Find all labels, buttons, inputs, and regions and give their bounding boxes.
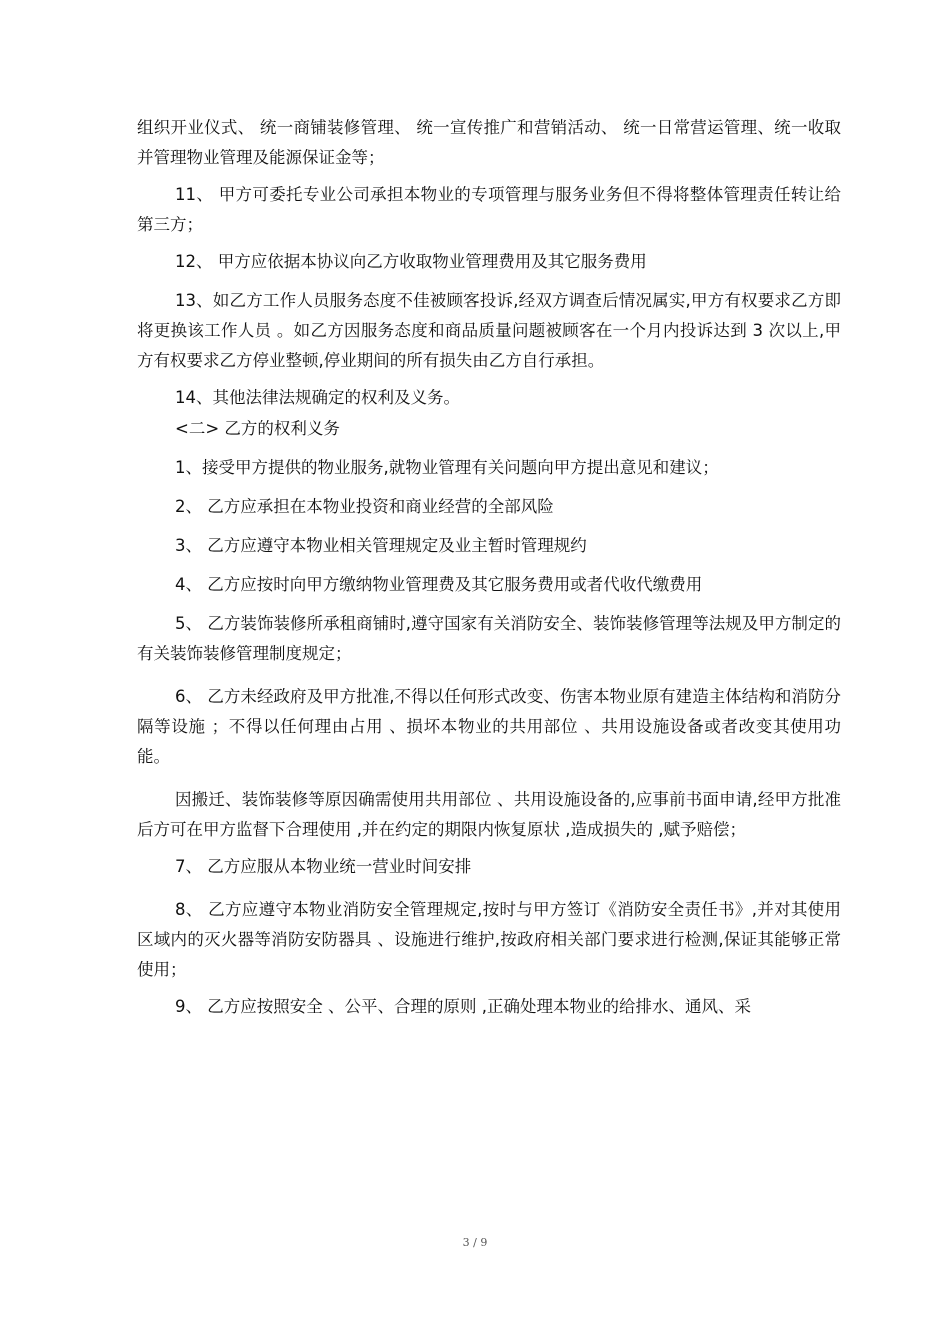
paragraph-b-item-9: 9、 乙方应按照安全 、公平、合理的原则 ,正确处理本物业的给排水、通风、采 [175, 997, 751, 1016]
paragraph-item-11: 11、 甲方可委托专业公司承担本物业的专项管理与服务业务但不得将整体管理责任转让给第三方； [137, 185, 841, 234]
paragraph-b-item-6-continued: 因搬迁、装饰装修等原因确需使用共用部位 、共用设施设备的,应事前书面申请,经甲方批准后方可在甲方监督下合理使用 ,并在约定的期限内恢复原状 ,造成损失的 ,赋予赔偿； [137, 790, 841, 839]
paragraph-opening-continuation: 组织开业仪式、 统一商铺装修管理、 统一宣传推广和营销活动、 统一日常营运管理、统一收取并管理物业管理及能源保证金等； [137, 118, 841, 167]
paragraph-item-14: 14、其他法律法规确定的权利及义务。 [175, 388, 460, 407]
page-number: 3 / 9 [462, 1236, 488, 1249]
paragraph-b-item-4: 4、 乙方应按时向甲方缴纳物业管理费及其它服务费用或者代收代缴费用 [175, 575, 703, 594]
paragraph-b-item-7: 7、 乙方应服从本物业统一营业时间安排 [175, 857, 472, 876]
paragraph-b-item-2: 2、 乙方应承担在本物业投资和商业经营的全部风险 [175, 497, 554, 516]
paragraph-b-item-8: 8、 乙方应遵守本物业消防安全管理规定,按时与甲方签订《消防安全责任书》,并对其使用区域内的灭火器等消防安防器具 、设施进行维护,按政府相关部门要求进行检测,保证其能够正常使用； [137, 900, 841, 979]
paragraph-b-item-6: 6、 乙方未经政府及甲方批准,不得以任何形式改变、伤害本物业原有建造主体结构和消防分隔等设施 ；不得以任何理由占用 、损坏本物业的共用部位 、共用设施设备或者改变其使用功能。 [137, 687, 841, 766]
document-body [137, 113, 841, 1022]
section-heading-party-b: <二> 乙方的权利义务 [175, 419, 340, 438]
paragraph-item-13: 13、如乙方工作人员服务态度不佳被顾客投诉,经双方调查后情况属实,甲方有权要求乙方即将更换该工作人员 。如乙方因服务态度和商品质量问题被顾客在一个月内投诉达到 3 次以上,甲方有权要求乙方停业整顿,停业期间的所有损失由乙方自行承担。 [137, 291, 841, 370]
paragraph-item-12: 12、 甲方应依据本协议向乙方收取物业管理费用及其它服务费用 [175, 252, 647, 271]
paragraph-b-item-1: 1、接受甲方提供的物业服务,就物业管理有关问题向甲方提出意见和建议； [175, 458, 719, 477]
paragraph-b-item-5: 5、 乙方装饰装修所承租商铺时,遵守国家有关消防安全、装饰装修管理等法规及甲方制定的有关装饰装修管理制度规定； [137, 614, 841, 663]
paragraph-b-item-3: 3、 乙方应遵守本物业相关管理规定及业主暂时管理规约 [175, 536, 587, 555]
